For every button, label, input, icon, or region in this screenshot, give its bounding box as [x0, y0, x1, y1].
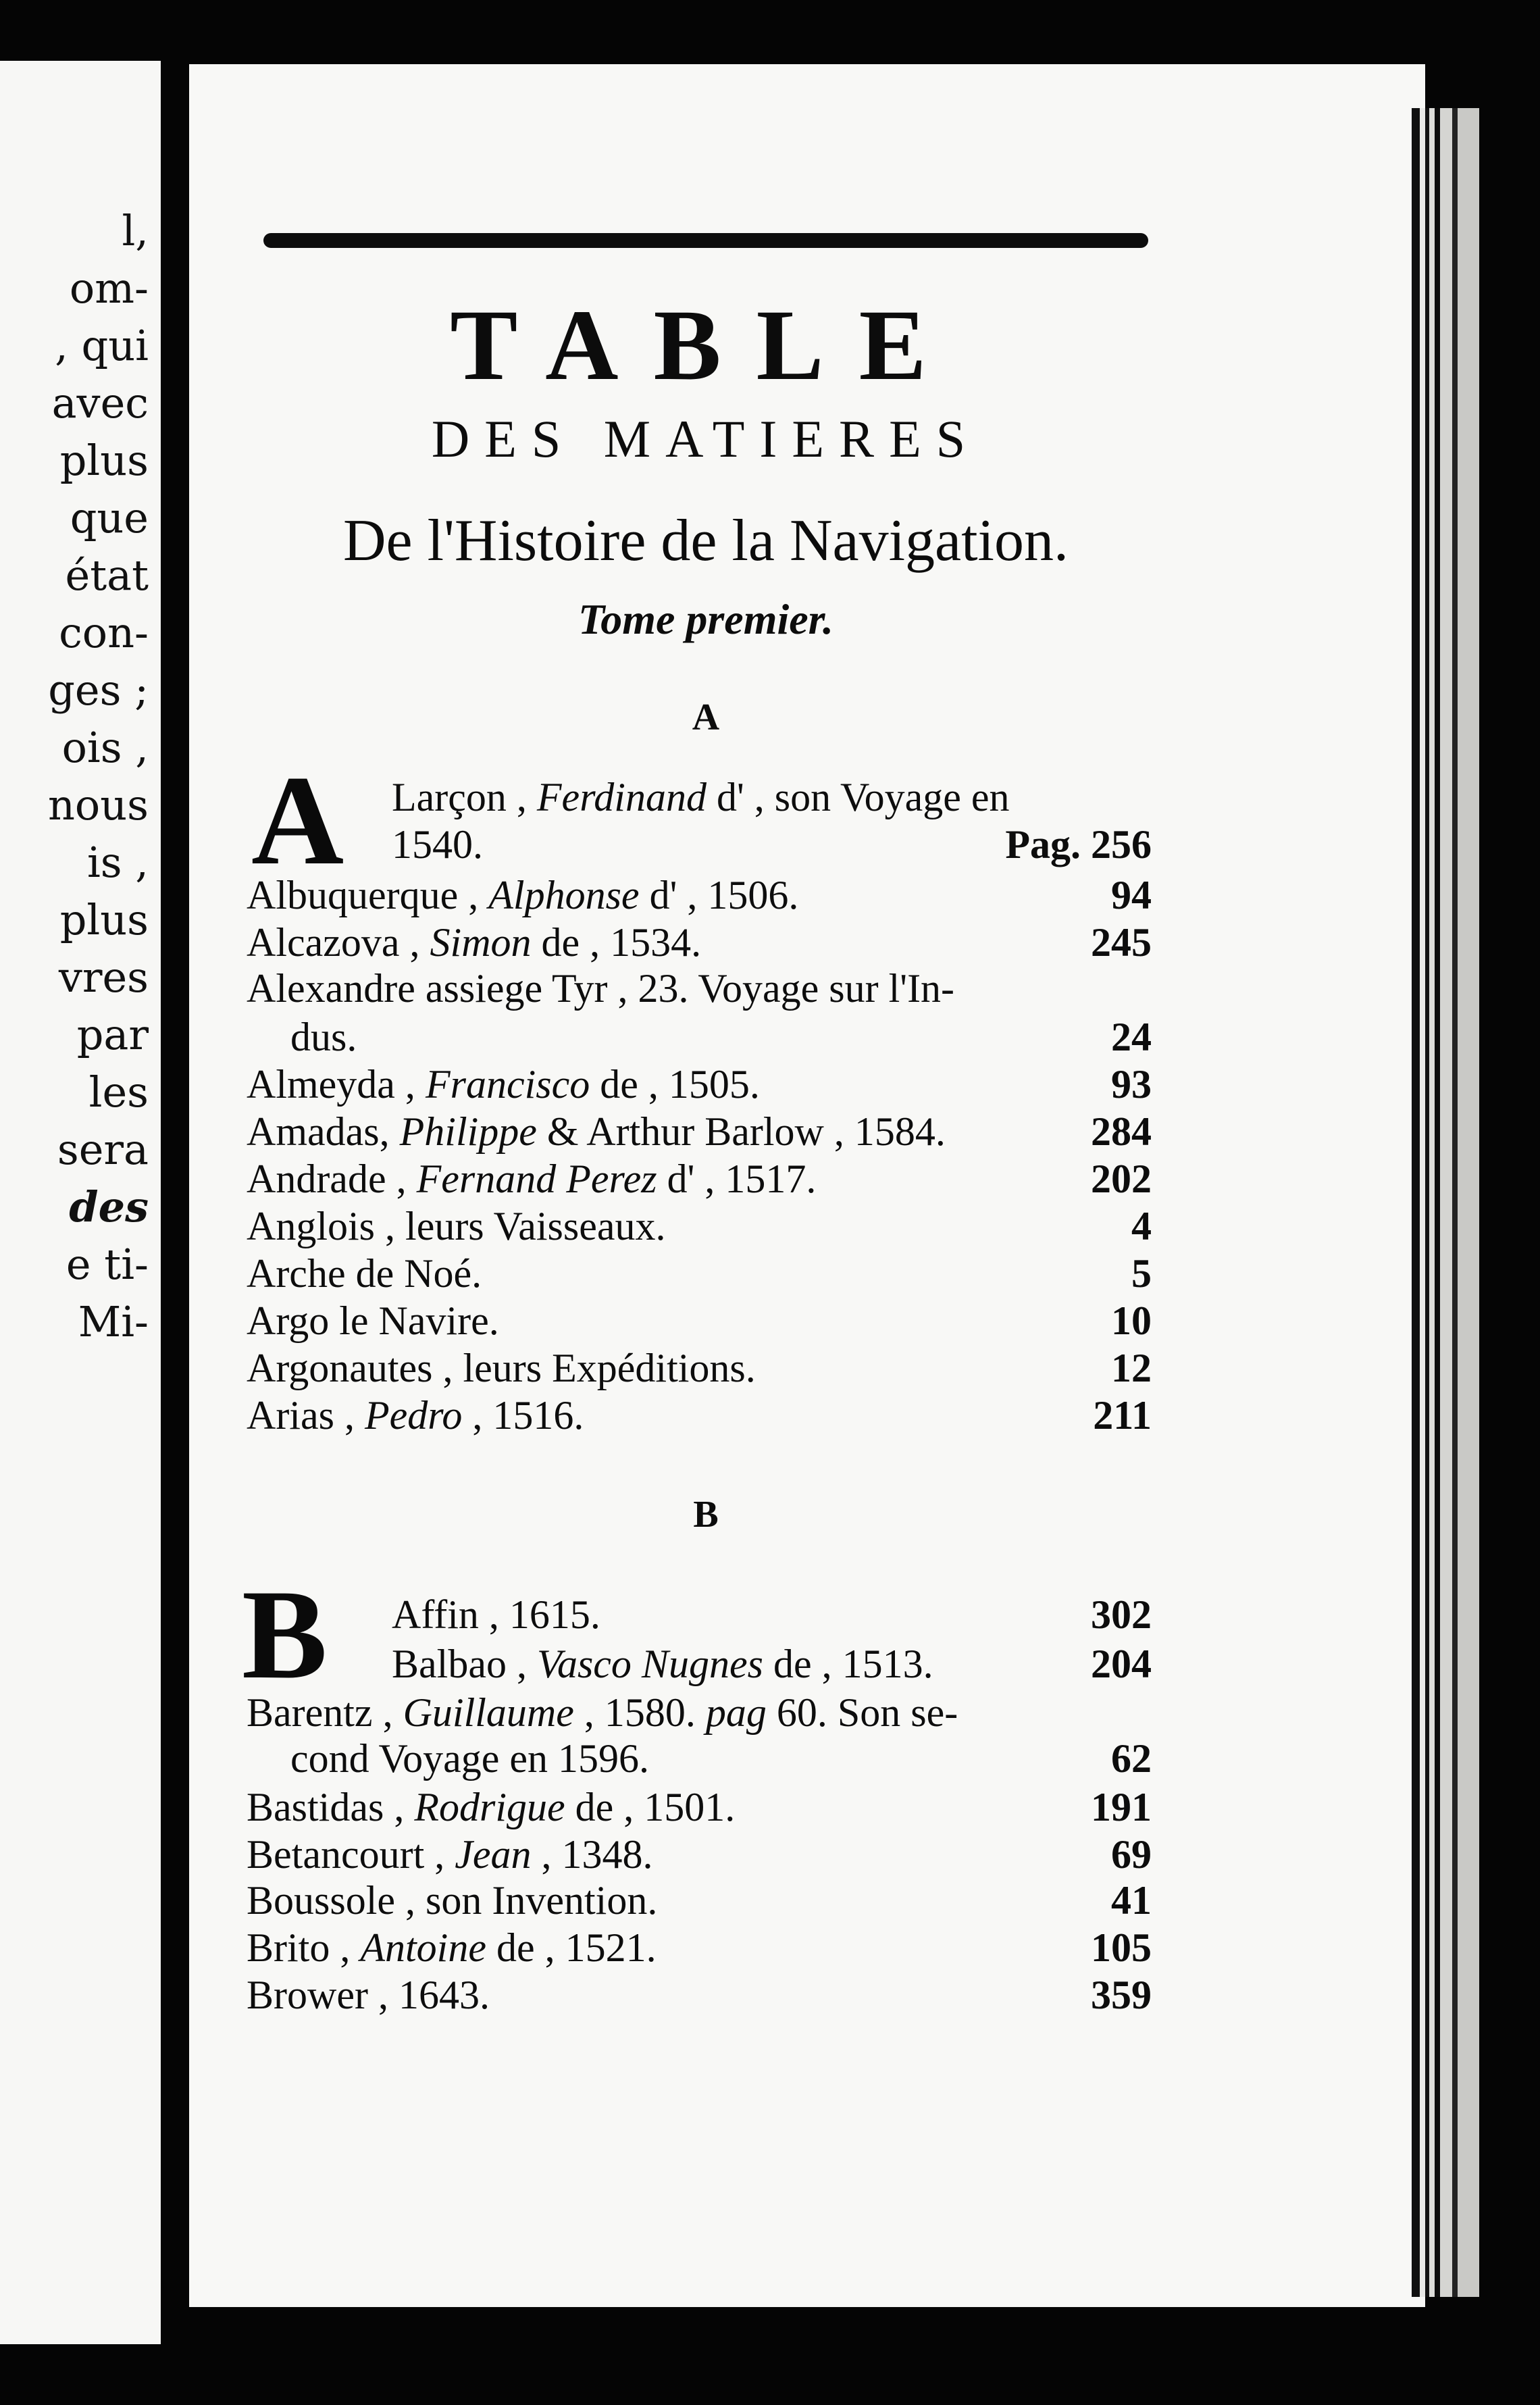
page-number: 62 [1111, 1736, 1152, 1781]
entry-text [247, 1783, 735, 1831]
entry-detail-cont: 60. Son se- [766, 1690, 958, 1735]
index-entry [247, 1250, 1152, 1297]
entry-text [290, 1013, 357, 1061]
left-page-text-line: vres [58, 953, 149, 1002]
entry-name: Argonautes , leurs Expéditions. [247, 1346, 756, 1390]
left-page-text-line: con- [59, 608, 149, 657]
index-entry [247, 1108, 1152, 1155]
entry-detail: de , 1505. [590, 1062, 760, 1107]
index-entry [392, 821, 1152, 868]
page-number: 5 [1131, 1251, 1152, 1296]
page-number: 284 [1091, 1109, 1152, 1154]
entry-detail: , 1348. [531, 1832, 653, 1877]
work-title: De l'Histoire de la Navigation. [342, 508, 1069, 574]
entry-detail: de , 1534. [531, 920, 702, 965]
entry-name: Bastidas , [247, 1785, 415, 1829]
index-entry [247, 1689, 1152, 1736]
index-entry [247, 1155, 1152, 1202]
entry-detail: & Arthur Barlow , 1584. [536, 1109, 946, 1154]
left-page-text-line: plus [59, 895, 149, 944]
left-page-text-line: e ti- [66, 1240, 149, 1289]
index-entry [392, 1591, 1152, 1638]
entry-name: Amadas, [247, 1109, 400, 1154]
entry-text [247, 1971, 490, 2019]
entry-name: Argo le Navire. [247, 1298, 499, 1343]
left-page-text-line: is , [86, 838, 149, 887]
page-edge-stack [1412, 108, 1479, 2297]
dropcap-a: A [251, 750, 344, 892]
entry-given-name: Alphonse [488, 873, 640, 917]
index-entry [247, 1202, 1152, 1250]
index-entry [247, 1831, 1152, 1878]
left-page-text-line: ois , [61, 723, 149, 772]
entry-given-name: Francisco [425, 1062, 590, 1107]
left-page-text-line: Mi- [78, 1297, 149, 1346]
index-entry [290, 1013, 1152, 1061]
index-entry [247, 1971, 1152, 2019]
index-entry [392, 1640, 1152, 1688]
page-number: 94 [1111, 873, 1152, 917]
entry-given-name: Guillaume [403, 1690, 574, 1735]
entry-name: Almeyda , [247, 1062, 426, 1107]
entry-text [247, 1877, 657, 1924]
entry-text [392, 1640, 933, 1688]
entry-text [247, 1061, 760, 1108]
page-title: TABLE [450, 289, 962, 401]
entry-given-name: Rodrigue [414, 1785, 565, 1829]
left-page-text-line: l, [122, 206, 149, 255]
page-number: 202 [1091, 1157, 1152, 1201]
index-entry [247, 1297, 1152, 1344]
entry-given-name: Ferdinand [536, 775, 707, 819]
index-entry [247, 1344, 1152, 1392]
entry-text [247, 1392, 584, 1439]
entry-text [247, 1344, 756, 1392]
page-number: 204 [1091, 1642, 1152, 1686]
entry-detail: de , 1513. [763, 1642, 933, 1686]
entry-name: 1540. [392, 822, 483, 867]
entry-name: Albuquerque , [247, 873, 489, 917]
entry-detail: d' , 1506. [639, 873, 799, 917]
left-page-text-line: sera [57, 1125, 149, 1174]
entry-text [247, 1831, 653, 1878]
page-number: 359 [1091, 1973, 1152, 2017]
entry-name: Andrade , [247, 1157, 417, 1201]
entry-text [247, 1108, 946, 1155]
left-page-text-line: état [65, 551, 149, 600]
left-page-text-line: avec [51, 378, 149, 428]
entry-name: Boussole , son Invention. [247, 1878, 658, 1923]
entry-given-name: Jean [455, 1832, 532, 1877]
entry-text [247, 1689, 958, 1736]
section-heading-b: B [693, 1494, 719, 1536]
page-number: 211 [1093, 1393, 1152, 1438]
left-page-text-line: , qui [55, 321, 149, 370]
entry-given-name: Pedro [364, 1393, 463, 1438]
entry-text [392, 774, 1010, 821]
section-heading-a: A [692, 697, 720, 738]
entry-text [247, 919, 701, 966]
entry-detail: , 1516. [462, 1393, 584, 1438]
entry-name: dus. [290, 1015, 357, 1059]
entry-given-name: Simon [430, 920, 532, 965]
page-number: 4 [1131, 1204, 1152, 1248]
index-entry [247, 871, 1152, 919]
index-entry [290, 1735, 1152, 1782]
left-page-text-line: ges ; [48, 665, 149, 715]
left-page-text-line: que [70, 493, 149, 542]
dropcap-b: B [242, 1564, 328, 1706]
left-page-text-line: nous [47, 780, 149, 830]
left-page-fragment [0, 61, 161, 2344]
page-number: 41 [1111, 1878, 1152, 1923]
entry-given-name: Antoine [360, 1925, 486, 1970]
page-number: 105 [1091, 1925, 1152, 1970]
entry-text [290, 1735, 649, 1782]
page-number: 10 [1111, 1298, 1152, 1343]
entry-name: Larçon , [392, 775, 537, 819]
entry-text [247, 1297, 499, 1344]
entry-text [392, 821, 483, 868]
page-number: 245 [1091, 920, 1152, 965]
entry-text [247, 1155, 816, 1202]
entry-name: Arche de Noé. [247, 1251, 482, 1296]
entry-given-name: Philippe [399, 1109, 537, 1154]
left-page-text-line: par [76, 1010, 149, 1059]
entry-text [392, 1591, 600, 1638]
index-entry [392, 774, 1152, 821]
entry-text [247, 871, 798, 919]
left-page-text-line: om- [69, 263, 149, 313]
entry-text [247, 1202, 666, 1250]
index-entry [247, 965, 1152, 1012]
entry-pag-abbrev: pag [705, 1690, 767, 1735]
index-entry [247, 1783, 1152, 1831]
entry-name: cond Voyage en 1596. [290, 1736, 650, 1781]
entry-given-name: Vasco Nugnes [536, 1642, 763, 1686]
entry-name: Alexandre assiege Tyr , 23. Voyage sur l'In- [247, 966, 955, 1011]
entry-name: Affin , 1615. [392, 1592, 600, 1637]
page-number: 93 [1111, 1062, 1152, 1107]
entry-text [247, 1924, 657, 1971]
index-entry [247, 919, 1152, 966]
entry-detail: , 1580. [573, 1690, 706, 1735]
entry-name: Brito , [247, 1925, 361, 1970]
entry-text [247, 965, 954, 1012]
left-page-text-line: plus [59, 436, 149, 485]
entry-name: Balbao , [392, 1642, 537, 1686]
index-entry [247, 1924, 1152, 1971]
entry-detail: de , 1521. [486, 1925, 657, 1970]
page-number: 302 [1091, 1592, 1152, 1637]
entry-name: Brower , 1643. [247, 1973, 490, 2017]
entry-detail: d' , son Voyage en [706, 775, 1010, 819]
index-entry [247, 1392, 1152, 1439]
page-number: 24 [1111, 1015, 1152, 1059]
entry-text [247, 1250, 482, 1297]
left-page-text-line: des [69, 1182, 149, 1232]
index-entry [247, 1877, 1152, 1924]
header-rule [263, 233, 1148, 248]
left-page-text-line: les [88, 1067, 149, 1117]
entry-name: Betancourt , [247, 1832, 455, 1877]
page-number: 12 [1111, 1346, 1152, 1390]
index-entry [247, 1061, 1152, 1108]
entry-name: Alcazova , [247, 920, 430, 965]
entry-detail: d' , 1517. [657, 1157, 817, 1201]
page-subtitle: DES MATIERES [431, 409, 981, 468]
page-number: Pag. 256 [1005, 822, 1152, 867]
entry-detail: de , 1501. [565, 1785, 736, 1829]
entry-name: Anglois , leurs Vaisseaux. [247, 1204, 666, 1248]
entry-name: Barentz , [247, 1690, 403, 1735]
entry-name: Arias , [247, 1393, 365, 1438]
entry-given-name: Fernand Perez [416, 1157, 657, 1201]
page-number: 69 [1111, 1832, 1152, 1877]
volume-label: Tome premier. [578, 595, 834, 643]
page-number: 191 [1091, 1785, 1152, 1829]
